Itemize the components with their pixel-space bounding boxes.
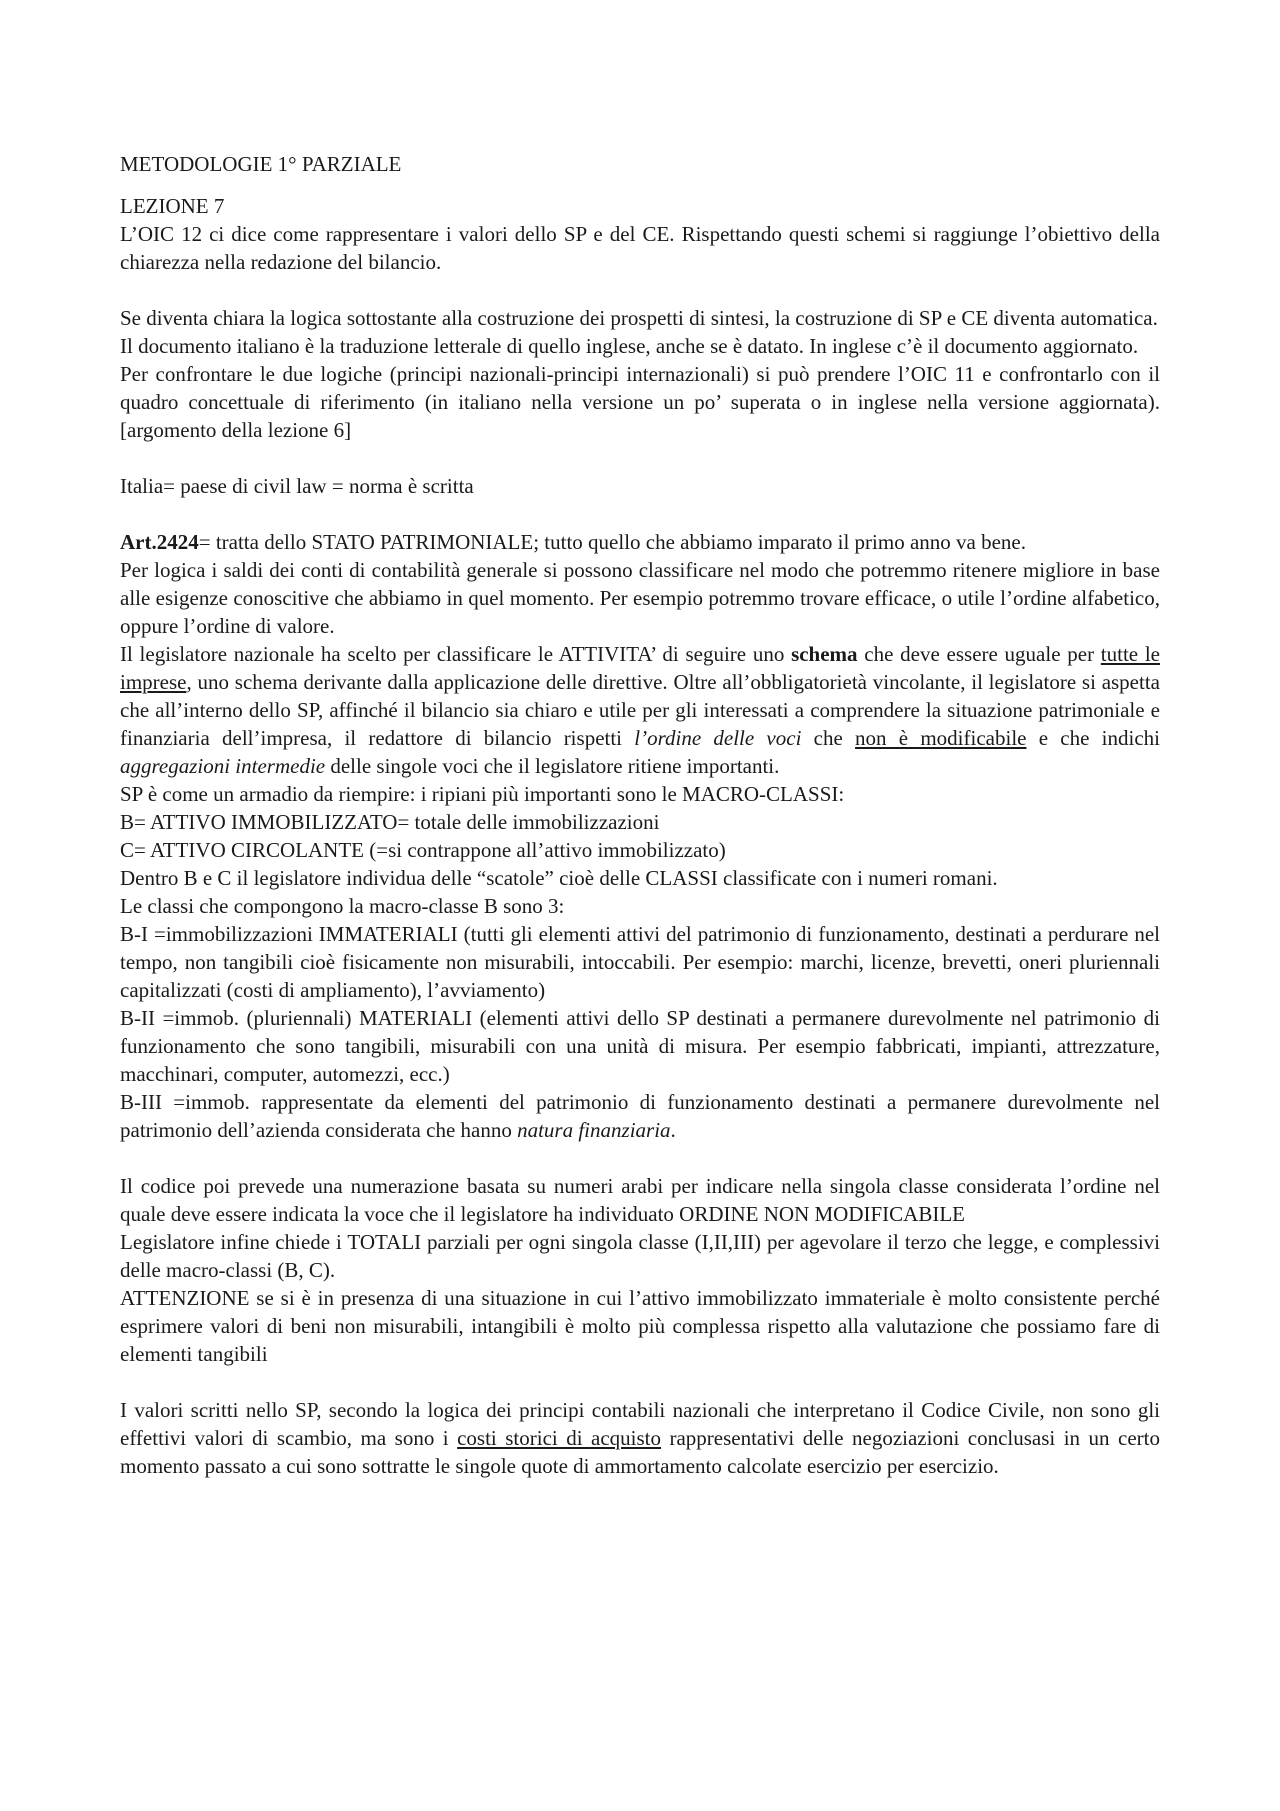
paragraph-macro-b: B= ATTIVO IMMOBILIZZATO= totale delle immobilizzazioni xyxy=(120,810,660,834)
lesson-heading: LEZIONE 7 xyxy=(120,194,225,218)
italic-ordine-voci: l’ordine delle voci xyxy=(634,726,802,750)
paragraph-classification: Per logica i saldi dei conti di contabilità generale si possono classificare nel modo che potremmo ritenere migliore in base alle esigenze conoscitive che abbiamo in quel momento. Per esempio potremmo trovare efficace, o utile l’ordine alfabetico, oppure l’ordine di valore. xyxy=(120,558,1160,638)
paragraph-classi: Dentro B e C il legislatore individua delle “scatole” cioè delle CLASSI classificate con i numeri romani. xyxy=(120,866,998,890)
paragraph-logic: Se diventa chiara la logica sottostante alla costruzione dei prospetti di sintesi, la costruzione di SP e CE diventa automatica. xyxy=(120,306,1158,330)
paragraph-totali: Legislatore infine chiede i TOTALI parziali per ogni singola classe (I,II,III) per agevolare il terzo che legge, e complessivi delle macro-classi (B, C). xyxy=(120,1230,1160,1282)
paragraph-b-iii: B-III =immob. rappresentate da elementi del patrimonio di funzionamento destinati a permanere durevolmente nel patrimonio dell’azienda considerata che hanno natura finanziaria. xyxy=(120,1090,1160,1142)
italic-aggregazioni: aggregazioni intermedie xyxy=(120,754,326,778)
underline-costi-storici: costi storici di acquisto xyxy=(457,1426,661,1450)
paragraph-oic12: L’OIC 12 ci dice come rappresentare i valori dello SP e del CE. Rispettando questi schemi si raggiunge l’obiettivo della chiarezza nella redazione del bilancio. xyxy=(120,222,1160,274)
paragraph-attenzione: ATTENZIONE se si è in presenza di una situazione in cui l’attivo immobilizzato immateriale è molto consistente perché esprimere valori di beni non misurabili, intangibili è molto più complessa rispetto alla valutazione che possiamo fare di elementi tangibili xyxy=(120,1286,1160,1366)
paragraph-art2424: Art.2424= tratta dello STATO PATRIMONIALE; tutto quello che abbiamo imparato il primo anno va bene. xyxy=(120,530,1026,554)
paragraph-classi-b: Le classi che compongono la macro-classe B sono 3: xyxy=(120,894,565,918)
document-page xyxy=(120,150,1160,1480)
underline-non-modificabile: non è modificabile xyxy=(855,726,1027,750)
paragraph-macro-c: C= ATTIVO CIRCOLANTE (=si contrappone all’attivo immobilizzato) xyxy=(120,838,726,862)
underline-tutte-le-imprese: tutte le imprese xyxy=(120,642,1161,694)
paragraph-document: Il documento italiano è la traduzione letterale di quello inglese, anche se è datato. In inglese c’è il documento aggiornato. xyxy=(120,334,1139,358)
paragraph-italy: Italia= paese di civil law = norma è scritta xyxy=(120,474,474,498)
paragraph-legislator: Il legislatore nazionale ha scelto per classificare le ATTIVITA’ di seguire uno schema che deve essere uguale per tutte le imprese, uno schema derivante dalla applicazione delle direttive. Oltre all’obbligatorietà vincolante, il legislatore si aspetta che all’interno dello SP, affinché il bilancio sia chiaro e utile per gli interessati a comprendere la situazione patrimoniale e finanziaria dell’impresa, il redattore di bilancio rispetti l’ordine delle voci che non è modificabile e che indichi aggregazioni intermedie delle singole voci che il legislatore ritiene importanti. xyxy=(120,642,1161,778)
paragraph-b-i: B-I =immobilizzazioni IMMATERIALI (tutti gli elementi attivi del patrimonio di funzionamento, destinati a perdurare nel tempo, non tangibili cioè fisicamente non misurabili, intoccabili. Per esempio: marchi, licenze, brevetti, oneri pluriennali capitalizzati (costi di ampliamento), l’avviamento) xyxy=(120,922,1160,1002)
paragraph-valori: I valori scritti nello SP, secondo la logica dei principi contabili nazionali che interpretano il Codice Civile, non sono gli effettivi valori di scambio, ma sono i costi storici di acquisto rappresentativi delle negoziazioni conclusasi in un certo momento passato a cui sono sottratte le singole quote di ammortamento calcolate esercizio per esercizio. xyxy=(120,1398,1160,1478)
paragraph-armadio: SP è come un armadio da riempire: i ripiani più importanti sono le MACRO-CLASSI: xyxy=(120,782,845,806)
paragraph-codice: Il codice poi prevede una numerazione basata su numeri arabi per indicare nella singola classe considerata l’ordine nel quale deve essere indicata la voce che il legislatore ha individuato ORDINE NON MODIFICABILE xyxy=(120,1174,1160,1226)
paragraph-b-ii: B-II =immob. (pluriennali) MATERIALI (elementi attivi dello SP destinati a permanere durevolmente nel patrimonio di funzionamento che sono tangibili, misurabili con una unità di misura. Per esempio fabbricati, impianti, attrezzature, macchinari, computer, automezzi, ecc.) xyxy=(120,1006,1160,1086)
emphasis-schema: schema xyxy=(791,642,858,666)
paragraph-compare: Per confrontare le due logiche (principi nazionali-principi internazionali) si può prendere l’OIC 11 e confrontarlo con il quadro concettuale di riferimento (in italiano nella versione un po’ superata o in inglese nella versione aggiornata). [argomento della lezione 6] xyxy=(120,362,1160,442)
italic-natura-finanziaria: natura finanziaria xyxy=(517,1118,671,1142)
document-title: METODOLOGIE 1° PARZIALE xyxy=(120,152,402,176)
article-label: Art.2424 xyxy=(120,530,199,554)
